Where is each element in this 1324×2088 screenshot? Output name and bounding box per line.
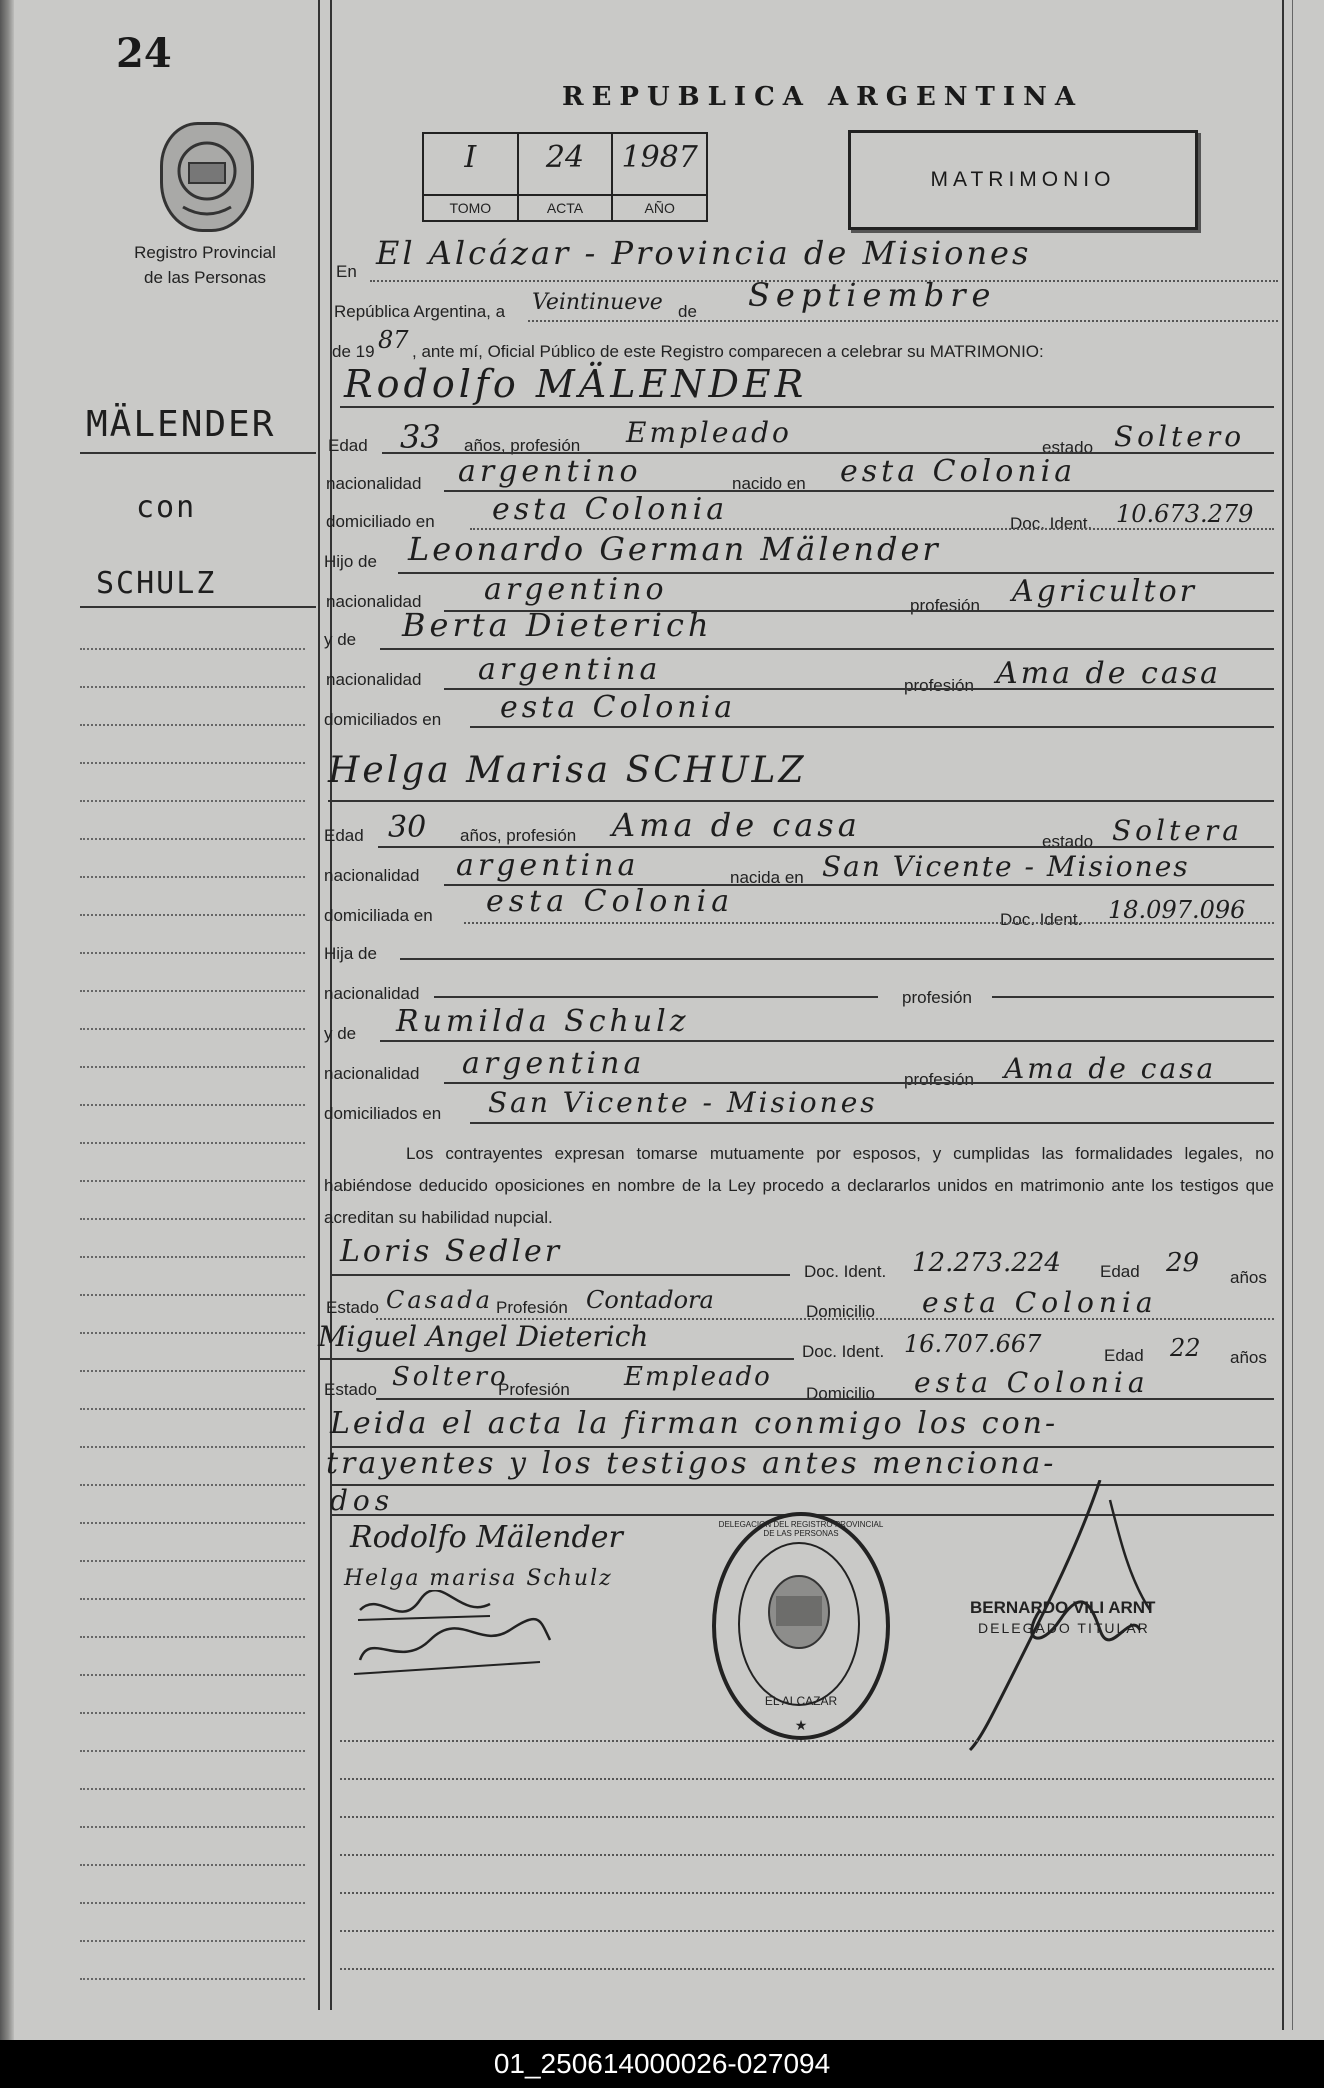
margin-ruled-line (80, 686, 305, 688)
margin-ruled-line (80, 1294, 305, 1296)
label-anos-profesion-2: años, profesión (460, 826, 577, 845)
father-profession: Agricultor (1012, 574, 1197, 609)
label-edad-4: Edad (1104, 1346, 1144, 1365)
margin-surname-2: SCHULZ (96, 566, 217, 601)
image-code: 01_250614000026-027094 (0, 2040, 1324, 2088)
margin-ruled-line (80, 1636, 305, 1638)
bride-parents-address: San Vicente - Misiones (488, 1086, 878, 1119)
label-profesion-3: profesión (902, 988, 972, 1007)
bride-mother-profession: Ama de casa (1004, 1052, 1217, 1085)
label-de: de (678, 302, 697, 321)
margin-rule-1 (80, 452, 316, 454)
act-day: Veintinueve (532, 290, 663, 315)
label-nacionalidad: nacionalidad (326, 474, 422, 493)
tomo-cell (424, 134, 519, 220)
margin-rule-2 (80, 606, 316, 608)
margin-ruled-line (80, 952, 305, 954)
officer-title: DELEGADO TITULAR (978, 1620, 1150, 1636)
label-anos-3: años (1230, 1268, 1267, 1287)
label-edad-3: Edad (1100, 1262, 1140, 1281)
body-ruled-line (340, 1968, 1274, 1970)
ano-label: AÑO (613, 194, 706, 220)
margin-ruled-line (80, 1218, 305, 1220)
label-nacionalidad-2: nacionalidad (326, 592, 422, 611)
bride-mother: Rumilda Schulz (396, 1004, 690, 1039)
witness1-address: esta Colonia (922, 1286, 1158, 1319)
date-dots (528, 320, 1278, 322)
margin-ruled-line (80, 800, 305, 802)
margin-ruled-line (80, 1104, 305, 1106)
label-hijo-de: Hijo de (324, 552, 377, 571)
mother-profession: Ama de casa (996, 656, 1221, 691)
margin-ruled-line (80, 1522, 305, 1524)
label-domiciliado-en: domiciliado en (326, 512, 435, 531)
witness1-doc: 12.273.224 (912, 1248, 1061, 1278)
signature-groom: Rodolfo Mälender (350, 1520, 623, 1555)
margin-ruled-line (80, 1598, 305, 1600)
label-doc-ident-4: Doc. Ident. (802, 1342, 885, 1361)
label-profesion-2: profesión (904, 676, 974, 695)
label-doc-ident-3: Doc. Ident. (804, 1262, 887, 1281)
groom-mother: Berta Dieterich (402, 606, 713, 644)
record-number-table (422, 132, 708, 222)
groom-status: Soltero (1114, 420, 1246, 453)
body-ruled-line (340, 1930, 1274, 1932)
label-nacionalidad-6: nacionalidad (324, 1064, 420, 1083)
witness2-status: Soltero (392, 1362, 509, 1392)
margin-ruled-line (80, 762, 305, 764)
label-republica: República Argentina, a (334, 302, 506, 321)
label-estado-3: Estado (326, 1298, 379, 1317)
bride-father-prof-rule (992, 996, 1274, 998)
groom-mother-rule (380, 648, 1274, 650)
bride-age: 30 (388, 810, 427, 845)
stamp-text-inner: EL ALCAZAR (764, 1694, 838, 1708)
tomo-label: TOMO (424, 194, 517, 220)
page-number: 24 (116, 30, 172, 77)
witness2-name-rule (320, 1358, 794, 1360)
margin-ruled-line (80, 1332, 305, 1334)
closing-line-1: Leida el acta la firman conmigo los con- (330, 1406, 1059, 1441)
margin-ruled-line (80, 1066, 305, 1068)
stamp-text-outer: DELEGACION DEL REGISTRO PROVINCIAL DE LAS PERSONAS (718, 1520, 884, 1538)
label-estado-4: Estado (324, 1380, 377, 1399)
groom-profession: Empleado (626, 416, 792, 449)
groom-address: esta Colonia (492, 492, 729, 527)
label-profesion-4: profesión (904, 1070, 974, 1089)
act-month: Septiembre (748, 276, 997, 314)
bride-father-rule (400, 958, 1274, 960)
margin-ruled-line (80, 990, 305, 992)
witness-signatures-icon (340, 1590, 600, 1700)
witness1-name: Loris Sedler (340, 1234, 563, 1269)
margin-divider (318, 0, 320, 2010)
bride-father-nac-rule (434, 996, 878, 998)
label-hija-de: Hija de (324, 944, 377, 963)
body-ruled-line (340, 1854, 1274, 1856)
signature-bride: Helga marisa Schulz (344, 1566, 613, 1591)
groom-father: Leonardo German Mälender (408, 530, 941, 568)
label-nacido-en: nacido en (732, 474, 806, 493)
margin-ruled-line (80, 1256, 305, 1258)
registry-name (110, 240, 300, 290)
label-domiciliados-en-2: domiciliados en (324, 1104, 442, 1123)
bride-profession: Ama de casa (612, 806, 861, 844)
label-profesion-6: Profesión (498, 1380, 570, 1399)
closing-line-3: dos (330, 1484, 395, 1517)
document-title: REPUBLICA ARGENTINA (562, 82, 1084, 112)
acta-value: 24 (545, 140, 585, 175)
book-binding (0, 0, 14, 2040)
margin-ruled-line (80, 1028, 305, 1030)
margin-ruled-line (80, 1978, 305, 1980)
label-domiciliados-en: domiciliados en (324, 710, 442, 729)
margin-ruled-line (80, 1712, 305, 1714)
margin-ruled-line (80, 1750, 305, 1752)
bride-mother-rule (380, 1040, 1274, 1042)
groom-nationality: argentino (458, 454, 642, 489)
witness2-profession: Empleado (624, 1362, 772, 1392)
declaration-text: Los contrayentes expresan tomarse mutuamente por esposos, y cumplidas las formalidades legales, no habiéndose deducido oposiciones en nombre de la Ley procedo a declararlos unidos en matrimonio ante los testigos que acreditan su habilidad nupcial. (324, 1144, 1274, 1227)
label-nacida-en: nacida en (730, 868, 804, 887)
officer-name: BERNARDO VILI ARNT (970, 1598, 1156, 1617)
bride-address-dots (464, 922, 1274, 924)
label-y-de: y de (324, 630, 357, 649)
label-anos-4: años (1230, 1348, 1267, 1367)
bride-status: Soltera (1112, 814, 1243, 847)
margin-surname-1: MÄLENDER (86, 404, 276, 445)
bride-birthplace: San Vicente - Misiones (822, 850, 1190, 883)
bride-mother-nac-rule (444, 1082, 1274, 1084)
label-nacionalidad-4: nacionalidad (324, 866, 420, 885)
margin-ruled-line (80, 1560, 305, 1562)
label-estado-2: estado (1042, 832, 1094, 851)
groom-age: 33 (400, 418, 441, 456)
label-profesion-5: Profesión (496, 1298, 568, 1317)
registry-line-1: Registro Provincial (134, 243, 276, 262)
stamp-emblem-icon (740, 1544, 858, 1704)
margin-ruled-line (80, 724, 305, 726)
witness2-age: 22 (1170, 1334, 1201, 1362)
parents-address: esta Colonia (500, 690, 737, 725)
label-ante: , ante mí, Oficial Público de este Registro comparecen a celebrar su MATRIMONIO: (412, 342, 1044, 361)
margin-ruled-line (80, 1826, 305, 1828)
groom-name: Rodolfo MÄLENDER (344, 362, 808, 406)
margin-ruled-line (80, 1484, 305, 1486)
registry-line-2: de las Personas (144, 268, 266, 287)
witness1-age: 29 (1166, 1248, 1200, 1278)
label-edad-2: Edad (324, 826, 364, 845)
label-nacionalidad-5: nacionalidad (324, 984, 420, 1003)
label-nacionalidad-3: nacionalidad (326, 670, 422, 689)
stamp-inner-ring (738, 1542, 860, 1706)
body-ruled-line (340, 1778, 1274, 1780)
bride-mother-nationality: argentina (462, 1046, 646, 1081)
margin-ruled-line (80, 876, 305, 878)
label-doc-ident-2: Doc. Ident. (1000, 910, 1083, 929)
parents-address-rule (470, 726, 1274, 728)
mother-nationality: argentina (478, 652, 662, 687)
body-right-rule (1282, 0, 1284, 2030)
acta-label: ACTA (519, 194, 612, 220)
label-domicilio: Domicilio (806, 1302, 875, 1321)
margin-ruled-line (80, 1142, 305, 1144)
witness1-name-rule (330, 1274, 790, 1276)
label-domiciliada-en: domiciliada en (324, 906, 433, 925)
margin-ruled-line (80, 1788, 305, 1790)
margin-ruled-line (80, 914, 305, 916)
margin-ruled-line (80, 1180, 305, 1182)
bride-name-rule (328, 800, 1274, 802)
body-ruled-line (340, 1892, 1274, 1894)
margin-con: con (136, 490, 197, 525)
bride-name: Helga Marisa SCHULZ (328, 750, 807, 791)
tomo-value: I (464, 140, 477, 175)
margin-ruled-line (80, 1902, 305, 1904)
groom-birthplace: esta Colonia (840, 454, 1077, 489)
father-nationality: argentino (484, 572, 668, 607)
registry-stamp (712, 1512, 890, 1740)
record-type-box: MATRIMONIO (848, 130, 1198, 230)
margin-ruled-line (80, 1370, 305, 1372)
label-de19: de 19 (332, 342, 375, 361)
label-estado: estado (1042, 438, 1094, 457)
margin-ruled-line (80, 648, 305, 650)
bride-address: esta Colonia (486, 884, 735, 919)
bride-nationality: argentina (456, 848, 640, 883)
closing-line-2: trayentes y los testigos antes menciona- (326, 1446, 1057, 1481)
margin-ruled-line (80, 1674, 305, 1676)
stamp-star-icon: ★ (794, 1717, 808, 1733)
margin-ruled-line (80, 1940, 305, 1942)
margin-ruled-line (80, 1446, 305, 1448)
body-ruled-line (340, 1816, 1274, 1818)
groom-name-rule (340, 406, 1274, 408)
ano-value: 1987 (621, 140, 698, 175)
groom-doc: 10.673.279 (1116, 500, 1254, 528)
label-anos-profesion: años, profesión (464, 436, 581, 455)
ano-cell (613, 134, 706, 220)
label-doc-ident: Doc. Ident. (1010, 514, 1093, 533)
label-y-de-2: y de (324, 1024, 357, 1043)
bride-parents-address-rule (470, 1122, 1274, 1124)
page-edge (1292, 0, 1293, 2030)
witness2-address: esta Colonia (914, 1366, 1150, 1399)
label-domicilio-2: Domicilio (806, 1384, 875, 1403)
body-left-rule (330, 0, 332, 2010)
bride-doc: 18.097.096 (1108, 896, 1246, 924)
margin-ruled-line (80, 1408, 305, 1410)
witness2-name: Miguel Angel Dieterich (318, 1320, 649, 1353)
act-year: 87 (378, 326, 409, 354)
label-en: En (336, 262, 357, 281)
margin-ruled-line (80, 1864, 305, 1866)
witness2-rule (376, 1398, 1274, 1400)
province-seal-icon (160, 122, 254, 232)
witness1-status: Casada (386, 1286, 493, 1314)
act-place: El Alcázar - Provincia de Misiones (376, 234, 1032, 272)
body-ruled-line (340, 1740, 1274, 1742)
label-edad: Edad (328, 436, 368, 455)
witness1-profession: Contadora (586, 1286, 714, 1314)
witness2-doc: 16.707.667 (904, 1330, 1042, 1358)
acta-cell (519, 134, 614, 220)
margin-ruled-line (80, 838, 305, 840)
label-profesion: profesión (910, 596, 980, 615)
